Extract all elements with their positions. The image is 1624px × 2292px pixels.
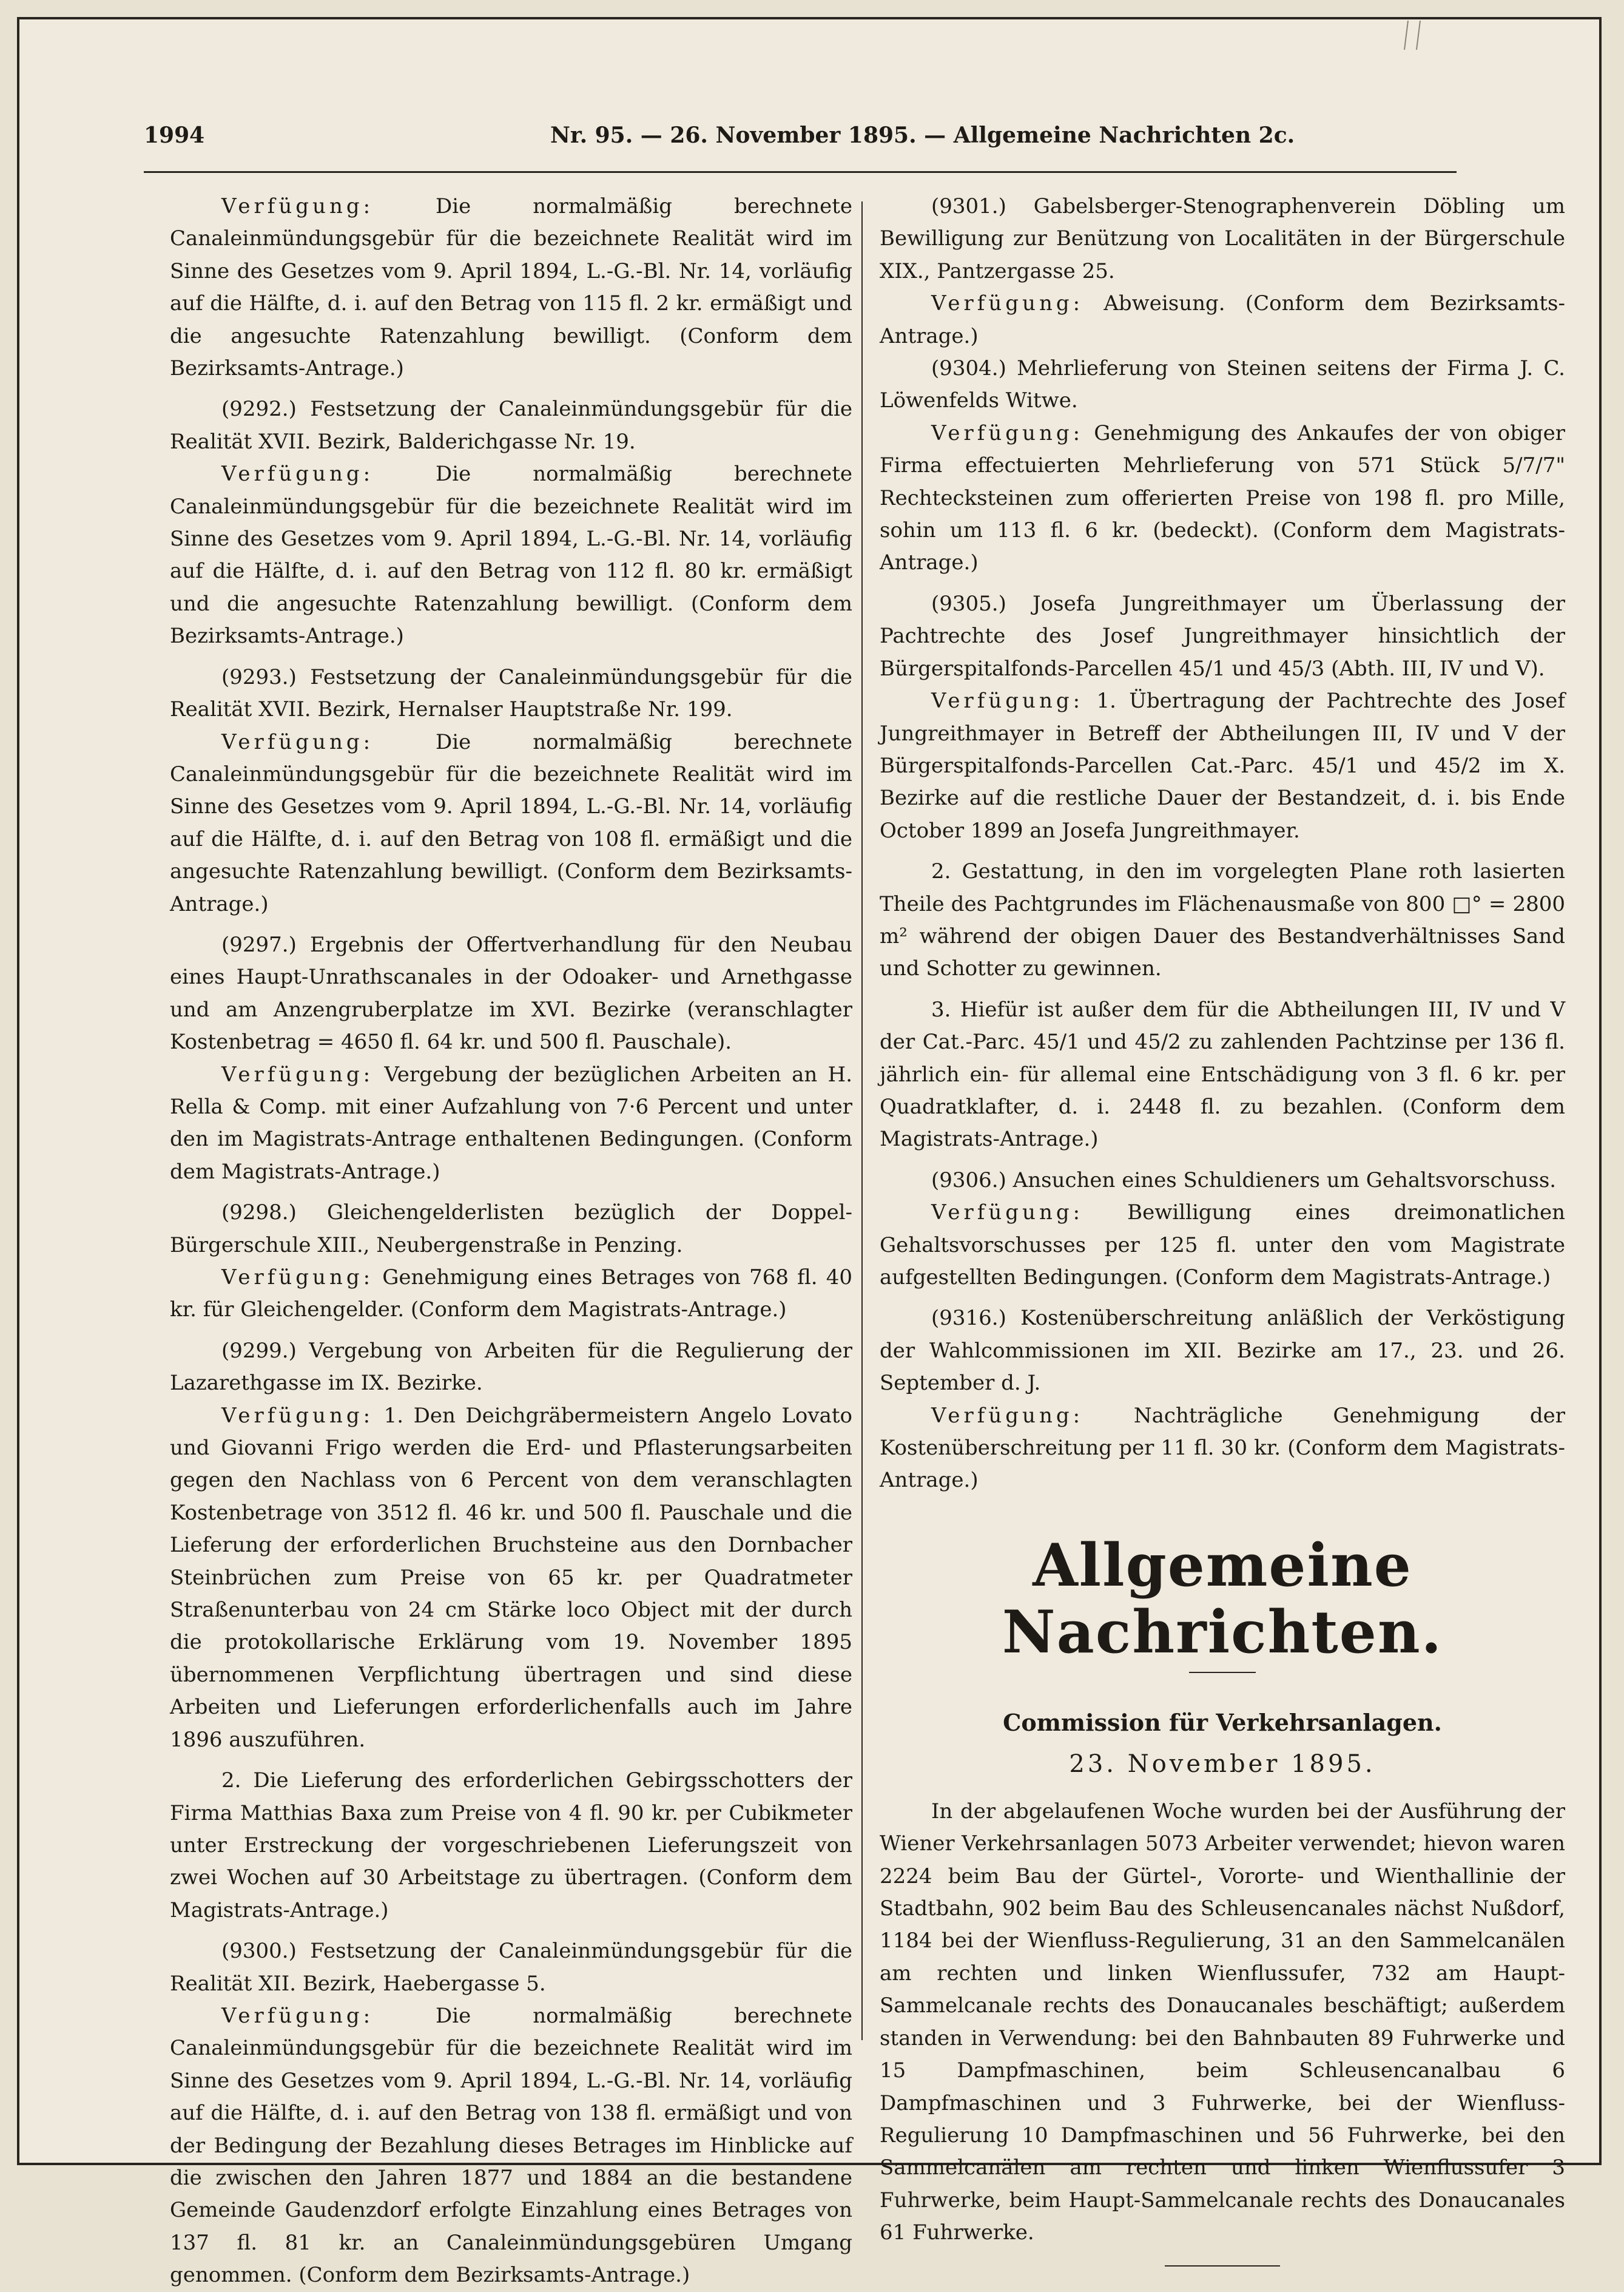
decree-label: Verfügung: — [931, 291, 1084, 316]
running-title: Nr. 95. — 26. November 1895. — Allgemeine Nachrichten 2c. — [550, 123, 1295, 148]
left-paragraph — [170, 1400, 852, 1756]
right-paragraph — [880, 856, 1565, 985]
decree-label: Verfügung: — [221, 1403, 374, 1428]
news-paragraph — [880, 1796, 1565, 2250]
left-paragraph — [170, 726, 852, 921]
left-paragraph — [170, 1262, 852, 1327]
paragraph-text: 2. Die Lieferung des erforderlichen Gebirgsschotters der Firma Matthias Baxa zum Preise von 4 fl. 90 kr. per Cubikmeter unter Erstreckung der vorgeschriebenen Lieferungszeit von zwei Wochen auf 30 Arbeitstage zu übertragen. (Conform dem Magistrats-Antrage.) — [170, 1768, 852, 1922]
page-number: 1994 — [144, 123, 205, 148]
decree-label: Verfügung: — [221, 1265, 374, 1290]
right-paragraph — [880, 1400, 1565, 1497]
decree-label: Verfügung: — [221, 2003, 374, 2028]
paragraph-text: (9304.) Mehrlieferung von Steinen seitens der Firma J. C. Löwenfelds Witwe. — [880, 356, 1565, 413]
right-paragraph — [880, 1165, 1565, 1197]
paragraph-text: (9298.) Gleichengelderlisten bezüglich der Doppel-Bürgerschule XIII., Neubergenstraße in Penzing. — [170, 1200, 852, 1257]
paragraph-text: Genehmigung eines Betrages von 768 fl. 40 kr. für Gleichengelder. (Conform dem Magistrats-Antrage.) — [170, 1265, 852, 1322]
decree-label: Verfügung: — [931, 1200, 1084, 1225]
right-paragraph — [880, 685, 1565, 847]
end-rule — [1165, 2265, 1280, 2267]
paragraph-text: (9306.) Ansuchen eines Schuldieners um Gehaltsvorschuss. — [931, 1168, 1557, 1192]
left-paragraph — [170, 2000, 852, 2292]
right-paragraph — [880, 994, 1565, 1156]
paragraph-text: (9292.) Festsetzung der Canaleinmündungsgebür für die Realität XVII. Bezirk, Balderichgasse Nr. 19. — [170, 397, 852, 454]
newspaper-page — [17, 17, 1602, 2288]
title-rule — [1189, 1672, 1256, 1673]
paragraph-text: (9316.) Kostenüberschreitung anläßlich der Verköstigung der Wahlcommissionen im XII. Bezirke am 17., 23. und 26. September d. J. — [880, 1306, 1565, 1396]
paragraph-text: Bewilligung eines dreimonatlichen Gehaltsvorschusses per 125 fl. unter den vom Magistrate aufgestellten Bedingungen. (Conform dem Magistrats-Antrage.) — [880, 1200, 1565, 1290]
paragraph-text: (9293.) Festsetzung der Canaleinmündungsgebür für die Realität XVII. Bezirk, Hernalser Hauptstraße Nr. 199. — [170, 664, 852, 722]
paragraph-text: Genehmigung des Ankaufes der von obiger Firma effectuierten Mehrlieferung von 571 Stück 5/7/7" Rechtecksteinen zum offerierten Preise von 198 fl. pro Mille, sohin um 113 fl. 6 kr. (bedeckt). (Conform dem Magistrats-Antrage.) — [880, 421, 1566, 575]
right-paragraph — [880, 353, 1565, 417]
left-paragraph — [170, 929, 852, 1059]
paragraph-text: (9300.) Festsetzung der Canaleinmündungsgebür für die Realität XII. Bezirk, Haebergasse 5. — [170, 1939, 852, 1996]
left-paragraph — [170, 661, 852, 726]
left-paragraph — [170, 393, 852, 458]
left-paragraph — [170, 1335, 852, 1400]
left-paragraph — [170, 1765, 852, 1927]
right-paragraph — [880, 417, 1565, 580]
right-column — [880, 191, 1565, 2267]
decree-label: Verfügung: — [931, 421, 1084, 445]
left-paragraph — [170, 1935, 852, 2000]
decree-label: Verfügung: — [221, 1062, 374, 1087]
right-paragraph — [880, 1197, 1565, 1294]
section-subtitle: Commission für Verkehrsanlagen. — [1003, 1708, 1442, 1736]
paragraph-text: (9297.) Ergebnis der Offertverhandlung für den Neubau eines Haupt-Unrathscanales in der Odoaker- und Arnethgasse und am Anzengruberplatze im XVI. Bezirke (veranschlagter Kostenbetrag = 4650 fl. 64 kr. und 500 fl. Pauschale). — [170, 932, 852, 1055]
page-header — [144, 123, 1457, 159]
paragraph-text: (9299.) Vergebung von Arbeiten für die Regulierung der Lazarethgasse im IX. Bezirke. — [170, 1338, 852, 1396]
paragraph-text: Die normalmäßig berechnete Canaleinmündungsgebür für die bezeichnete Realität wird im Sinne des Gesetzes vom 9. April 1894, L.-G.-Bl. Nr. 14, vorläufig auf die Hälfte, d. i. auf den Betrag von 112 fl. 80 kr. ermäßigt und die angesuchte Ratenzahlung bewilligt. (Conform dem Bezirksamts-Antrage.) — [170, 462, 852, 649]
right-paragraph — [880, 288, 1565, 353]
right-paragraph — [880, 1302, 1565, 1399]
paragraph-text: 2. Gestattung, in den im vorgelegten Plane roth lasierten Theile des Pachtgrundes im Flächenausmaße von 800 □° = 2800 m² während der obigen Dauer des Bestandverhältnisses Sand und Schotter zu gewinnen. — [880, 859, 1565, 981]
decree-label: Verfügung: — [931, 1403, 1084, 1428]
left-paragraph — [170, 458, 852, 652]
decree-label: Verfügung: — [221, 729, 374, 754]
left-paragraph — [170, 191, 852, 385]
section-date: 23. November 1895. — [1069, 1749, 1376, 1778]
pencil-mark-icon — [1402, 19, 1432, 53]
paragraph-text: Die normalmäßig berechnete Canaleinmündungsgebür für die bezeichnete Realität wird im Sinne des Gesetzes vom 9. April 1894, L.-G.-Bl. Nr. 14, vorläufig auf die Hälfte, d. i. auf den Betrag von 138 fl. ermäßigt und von der Bedingung der Bezahlung dieses Betrages im Hinblicke auf die zwischen den Jahren 1877 und 1884 an die bestandene Gemeinde Gaudenzdorf erfolgte Einzahlung eines Betrages von 137 fl. 81 kr. an Canaleinmündungsgebüren Umgang genommen. (Conform dem Bezirksamts-Antrage.) — [170, 2003, 852, 2288]
paragraph-text: 3. Hiefür ist außer dem für die Abtheilungen III, IV und V der Cat.-Parc. 45/1 und 45/2 zu zahlenden Pachtzinse per 136 fl. jährlich ein- für allemal eine Entschädigung von 3 fl. 6 kr. per Quadratklafter, d. i. 2448 fl. zu bezahlen. (Conform dem Magistrats-Antrage.) — [880, 997, 1565, 1152]
decree-label: Verfügung: — [221, 462, 374, 487]
paragraph-text: (9305.) Josefa Jungreithmayer um Überlassung der Pachtrechte des Josef Jungreithmayer hinsichtlich der Bürgerspitalfonds-Parcellen 45/1 und 45/3 (Abth. III, IV und V). — [880, 591, 1565, 681]
left-paragraph — [170, 1197, 852, 1262]
decree-label: Verfügung: — [931, 689, 1084, 714]
paragraph-text: 1. Übertragung der Pachtrechte des Josef Jungreithmayer in Betreff der Abtheilungen III, IV und V der Bürgerspitalfonds-Parcellen Cat.-Parc. 45/1 und 45/2 im X. Bezirke auf die restliche Dauer der Bestandzeit, d. i. bis Ende October 1899 an Josefa Jungreithmayer. — [880, 689, 1565, 843]
section-title: Allgemeine Nachrichten. — [1002, 1530, 1443, 1666]
right-paragraph — [880, 588, 1565, 685]
paragraph-text: (9301.) Gabelsberger-Stenographenverein Döbling um Bewilligung zur Benützung von Localitäten in der Bürgerschule XIX., Pantzergasse 25. — [880, 194, 1565, 283]
left-column — [170, 191, 852, 2292]
paragraph-text: Abweisung. (Conform dem Bezirksamts-Antrage.) — [880, 291, 1565, 348]
right-paragraph — [880, 191, 1565, 288]
decree-label: Verfügung: — [221, 194, 374, 218]
header-rule — [144, 171, 1457, 173]
paragraph-text: Die normalmäßig berechnete Canaleinmündungsgebür für die bezeichnete Realität wird im Sinne des Gesetzes vom 9. April 1894, L.-G.-Bl. Nr. 14, vorläufig auf die Hälfte, d. i. auf den Betrag von 108 fl. ermäßigt und die angesuchte Ratenzahlung bewilligt. (Conform dem Bezirksamts-Antrage.) — [170, 729, 852, 916]
left-paragraph — [170, 1059, 852, 1189]
column-divider — [861, 201, 863, 2040]
paragraph-text: 1. Den Deichgräbermeistern Angelo Lovato und Giovanni Frigo werden die Erd- und Pflasterungsarbeiten gegen den Nachlass von 6 Percent von dem veranschlagten Kostenbetrage von 3512 fl. 46 kr. und 500 fl. Pauschale und die Lieferung der erforderlichen Bruchsteine aus den Dornbacher Steinbrüchen zum Preise von 65 kr. per Quadratmeter Straßenunterbau von 24 cm Stärke loco Object mit der durch die protokollarische Erklärung vom 19. November 1895 übernommenen Verpflichtung übertragen und sind diese Arbeiten und Lieferungen erforderlichenfalls auch im Jahre 1896 auszuführen. — [170, 1403, 852, 1752]
paragraph-text: Nachträgliche Genehmigung der Kostenüberschreitung per 11 fl. 30 kr. (Conform dem Magistrats-Antrage.) — [880, 1403, 1565, 1493]
paragraph-text: Die normalmäßig berechnete Canaleinmündungsgebür für die bezeichnete Realität wird im Sinne des Gesetzes vom 9. April 1894, L.-G.-Bl. Nr. 14, vorläufig auf die Hälfte, d. i. auf den Betrag von 115 fl. 2 kr. ermäßigt und die angesuchte Ratenzahlung bewilligt. (Conform dem Bezirksamts-Antrage.) — [170, 194, 852, 381]
paragraph-text: Vergebung der bezüglichen Arbeiten an H. Rella & Comp. mit einer Aufzahlung von 7·6 Percent und unter den im Magistrats-Antrage enthaltenen Bedingungen. (Conform dem Magistrats-Antrage.) — [170, 1062, 853, 1184]
paragraph-text: In der abgelaufenen Woche wurden bei der Ausführung der Wiener Verkehrsanlagen 5073 Arbeiter verwendet; hievon waren 2224 beim Bau der Gürtel-, Vororte- und Wienthallinie der Stadtbahn, 902 beim Bau des Schleusencanales nächst Nußdorf, 1184 bei der Wienfluss-Regulierung, 31 an den Sammelcanälen am rechten und linken Wienflussufer, 732 am Haupt-Sammelcanale rechts des Donaucanales beschäftigt; außerdem standen in Verwendung: bei den Bahnbauten 89 Fuhrwerke und 15 Dampfmaschinen, beim Schleusencanalbau 6 Dampfmaschinen und 3 Fuhrwerke, bei der Wienfluss-Regulierung 10 Dampfmaschinen und 56 Fuhrwerke, bei den Sammelcanälen am rechten und linken Wienflussufer 3 Fuhrwerke, beim Haupt-Sammelcanale rechts des Donaucanales 61 Fuhrwerke. — [880, 1799, 1565, 2245]
